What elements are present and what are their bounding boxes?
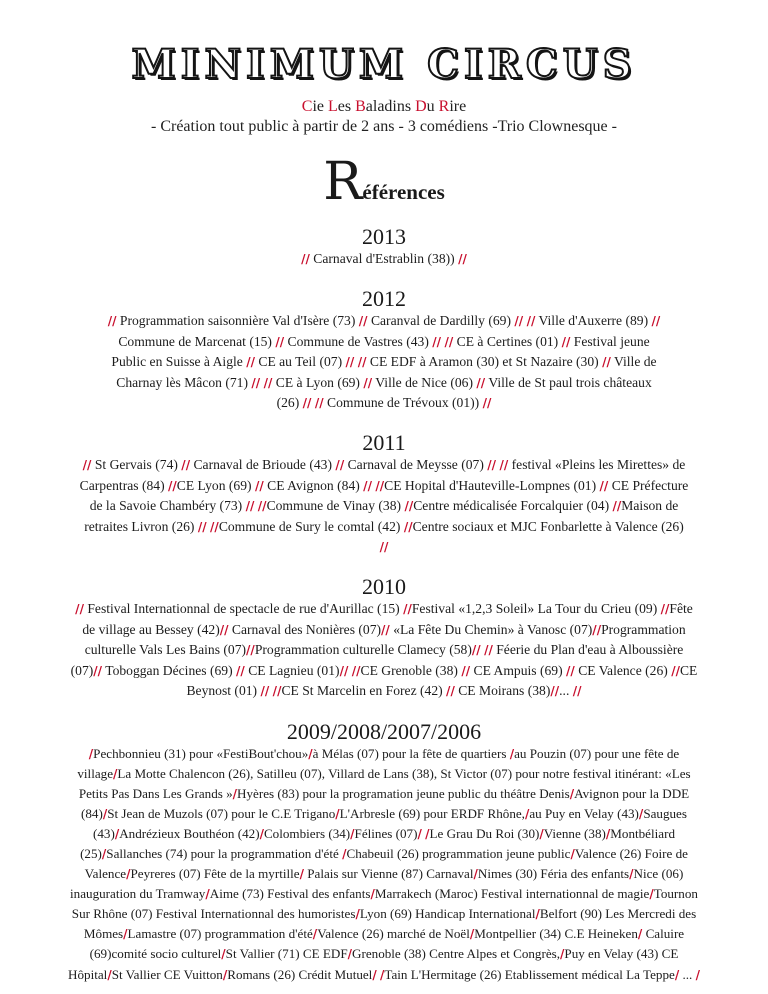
- references-2013: // Carnaval d'Estrablin (38)) //: [301, 251, 467, 266]
- references-2009-2006: /Pechbonnieu (31) pour «FestiBout'chou»/à Mélas (07) pour la fête de quartiers /au Pouzin (07) pour une fête de village/La Motte Chalencon (26), Satilleu (07), Villard de Lans (38), St Victor (07) pour notre festival itinérant: «Les Petits Pas Dans Les Grands »/Hyères (83) pour la programation jeune public du théâtre Denis/Avignon pour la DDE (84)/St Jean de Muzols (07) pour le C.E Trigano/L'Arbresle (69) pour ERDF Rhône,/au Puy en Velay (43)/Saugues (43)/Andrézieux Bouthéon (42)/Colombiers (34)/Félines (07)/ /Le Grau Du Roi (30)/Vienne (38)/Montbéliard (25)/Sallanches (74) pour la programmation d'été /Chabeuil (26) programmation jeune public/Valence (26) Foire de Valence/Peyreres (07) Fête de la myrtille/ Palais sur Vienne (87) Carnaval/Nimes (30) Féria des enfants/Nice (06) inauguration du Tramway/Aime (73) Festival des enfants/Marrakech (Maroc) Festival internationnal de magie/Tournon Sur Rhône (07) Festival Internationnal des humoristes/Lyon (69) Handicap International/Belfort (90) Les Mercredi des Mômes/Lamastre (07) programmation d'été/Valence (26) marché de Noël/Montpellier (34) C.E Heineken/ Caluire (69)comité socio culturel/St Vallier (71) CE EDF/Grenoble (38) Centre Alpes et Congrès,/Puy en Velay (43) CE Hôpital/St Vallier CE Vuitton/Romans (26) Crédit Mutuel/ /Tain L'Hermitage (26) Etablissement médical La Teppe/ ... /: [68, 745, 700, 982]
- references-2012: // Programmation saisonnière Val d'Isère (73) // Caranval de Dardilly (69) // // Ville d'Auxerre (89) // Commune de Marcenat (15) // Commune de Vastres (43) // // CE à Certines (01) // Festival jeune Public en Suisse à Aigle // CE au Teil (07) // // CE EDF à Aramon (30) et St Nazaire (30) // Ville de Charnay lès Mâcon (71) // // CE à Lyon (69) // Ville de Nice (06) // Ville de St paul trois châteaux (26) // // Commune de Trévoux (01)) //: [107, 313, 661, 411]
- year-heading-2011: 2011: [362, 430, 406, 456]
- year-heading-2009-2006: 2009/2008/2007/2006: [286, 718, 482, 744]
- year-heading-2012: 2012: [362, 286, 406, 312]
- references-heading: [36, 154, 732, 210]
- company-initial: L: [328, 98, 338, 115]
- company-word-rest: es: [337, 98, 356, 115]
- company-word-rest: ie: [312, 98, 328, 115]
- company-word-rest: ire: [449, 98, 467, 115]
- company-initial: D: [415, 98, 427, 115]
- company-initial: C: [301, 98, 313, 115]
- company-word-rest: aladins: [365, 98, 416, 115]
- year-heading-2010: 2010: [362, 574, 406, 600]
- year-heading-2013: 2013: [362, 224, 406, 249]
- references-2011: // St Gervais (74) // Carnaval de Brioude (43) // Carnaval de Meysse (07) // // festival «Pleins les Mirettes» de Carpentras (84) //CE Lyon (69) // CE Avignon (84) // //CE Hopital d'Hauteville-Lompnes (01) // CE Préfecture de la Savoie Chambéry (73) // //Commune de Vinay (38) //Centre médicalisée Forcalquier (04) //Maison de retraites Livron (26) // //Commune de Sury le comtal (42) //Centre sociaux et MJC Fonbarlette à Valence (26) //: [79, 457, 689, 555]
- company-word-rest: u: [426, 98, 439, 115]
- company-initial: B: [355, 98, 366, 115]
- company-initial: R: [438, 98, 450, 115]
- company-name: [36, 98, 732, 116]
- show-subtitle: - Création tout public à partir de 2 ans - 3 comédiens -Trio Clownesque -: [151, 118, 617, 135]
- references-heading-rest: éférences: [362, 180, 445, 204]
- show-title: MINIMUM CIRCUS: [131, 41, 637, 88]
- references-2010: // Festival Internationnal de spectacle de rue d'Aurillac (15) //Festival «1,2,3 Soleil» La Tour du Crieu (09) //Fête de village au Bessey (42)// Carnaval des Nonières (07)// «La Fête Du Chemin» à Vanosc (07)//Programmation culturelle Vals Les Bains (07)//Programmation culturelle Clamecy (58)// // Féerie du Plan d'eau à Alboussière (07)// Toboggan Décines (69) // CE Lagnieu (01)// //CE Grenoble (38) // CE Ampuis (69) // CE Valence (26) //CE Beynost (01) // //CE St Marcelin en Forez (42) // CE Moirans (38)//... //: [70, 601, 698, 699]
- references-heading-initial: R: [323, 152, 363, 212]
